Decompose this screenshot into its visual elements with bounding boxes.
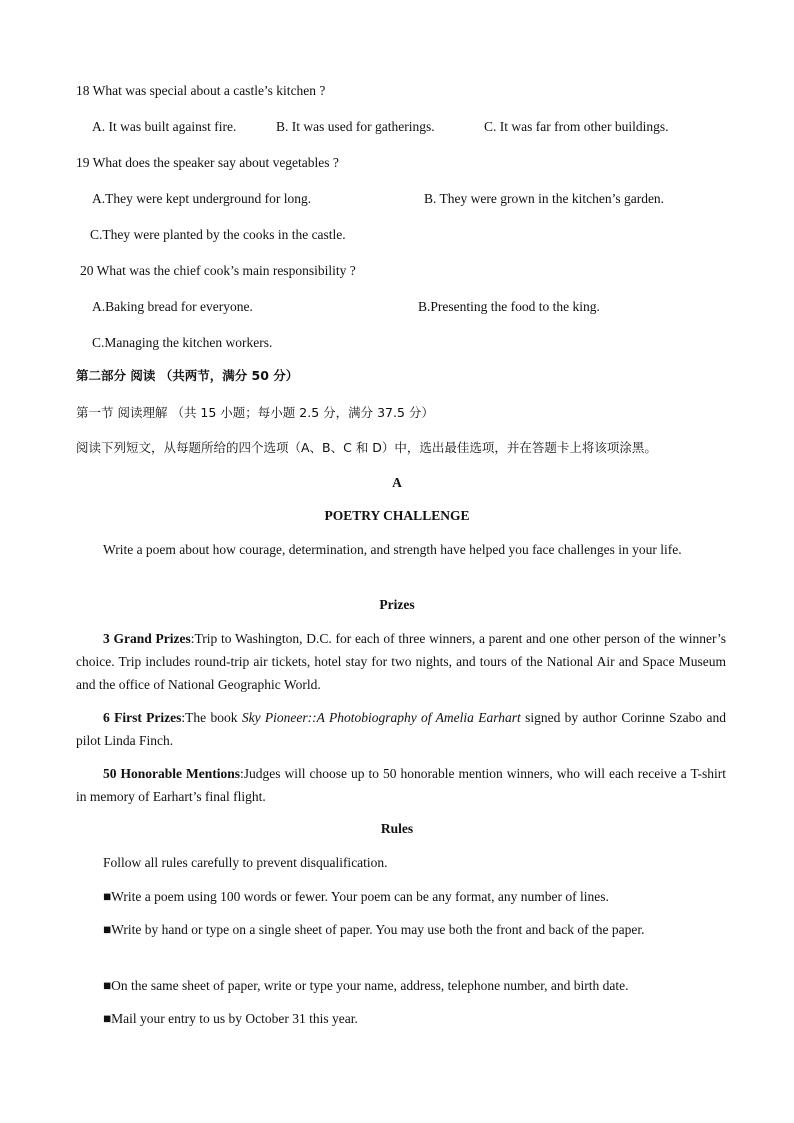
rule-item: ■On the same sheet of paper, write or type your name, address, telephone number, and birth date. xyxy=(103,978,629,993)
prizes-heading: Prizes xyxy=(379,597,415,612)
question-18: 18 What was special about a castle’s kitchen ? xyxy=(76,83,326,98)
q18-option-c: C. It was far from other buildings. xyxy=(484,119,669,134)
section-subheading: 第一节 阅读理解 （共 15 小题；每小题 2.5 分，满分 37.5 分） xyxy=(76,405,434,420)
q19-option-a: A.They were kept underground for long. xyxy=(92,191,312,206)
rules-intro: Follow all rules carefully to prevent disqualification. xyxy=(103,855,388,870)
question-19: 19 What does the speaker say about vegetables ? xyxy=(76,155,339,170)
passage-title: POETRY CHALLENGE xyxy=(324,508,470,523)
rule-item: ■Write a poem using 100 words or fewer. Your poem can be any format, any number of lines. xyxy=(103,889,609,904)
grand-prizes-text: :Trip to Washington, D.C. for each of three winners, a parent and one other person of the winner’s choice. Trip includes round-trip air tickets, hotel stay for two nights, and tours of the National Air and Space Museum and the office of National Geographic World. xyxy=(76,631,726,692)
honorable-mentions-label: 50 Honorable Mentions xyxy=(103,766,240,781)
honorable-mentions-text: :Judges will choose up to 50 honorable mention winners, who will each receive a T-shirt in memory of Earhart’s final flight. xyxy=(76,766,726,804)
book-title: Sky Pioneer::A Photobiography of Amelia Earhart xyxy=(241,710,521,725)
first-prizes-pre: :The book xyxy=(181,710,242,725)
passage-letter: A xyxy=(392,475,402,490)
honorable-mentions-paragraph xyxy=(76,762,726,808)
q19-option-c: C.They were planted by the cooks in the castle. xyxy=(90,227,346,242)
rules-heading: Rules xyxy=(380,821,414,836)
grand-prizes-label: 3 Grand Prizes xyxy=(103,631,191,646)
section-heading: 第二部分 阅读 （共两节，满分 50 分） xyxy=(76,368,299,383)
grand-prizes-paragraph xyxy=(76,627,726,696)
q20-option-b: B.Presenting the food to the king. xyxy=(418,299,600,314)
q18-option-a: A. It was built against fire. xyxy=(92,119,237,134)
q20-option-c: C.Managing the kitchen workers. xyxy=(92,335,273,350)
section-instruction: 阅读下列短文，从每题所给的四个选项（A、B、C 和 D）中，选出最佳选项，并在答题卡上将该项涂黑。 xyxy=(76,440,657,455)
passage-intro: Write a poem about how courage, determination, and strength have helped you face challenges in your life. xyxy=(103,542,682,557)
first-prizes-paragraph xyxy=(76,706,726,752)
question-20: 20 What was the chief cook’s main responsibility ? xyxy=(80,263,356,278)
rule-item: ■Mail your entry to us by October 31 this year. xyxy=(103,1011,358,1026)
first-prizes-post: signed by author Corinne Szabo and pilot Linda Finch. xyxy=(76,710,726,748)
q19-option-b: B. They were grown in the kitchen’s garden. xyxy=(424,191,665,206)
first-prizes-label: 6 First Prizes xyxy=(103,710,182,725)
q18-option-b: B. It was used for gatherings. xyxy=(276,119,435,134)
q20-option-a: A.Baking bread for everyone. xyxy=(92,299,253,314)
rule-item: ■Write by hand or type on a single sheet of paper. You may use both the front and back of the paper. xyxy=(103,922,645,937)
